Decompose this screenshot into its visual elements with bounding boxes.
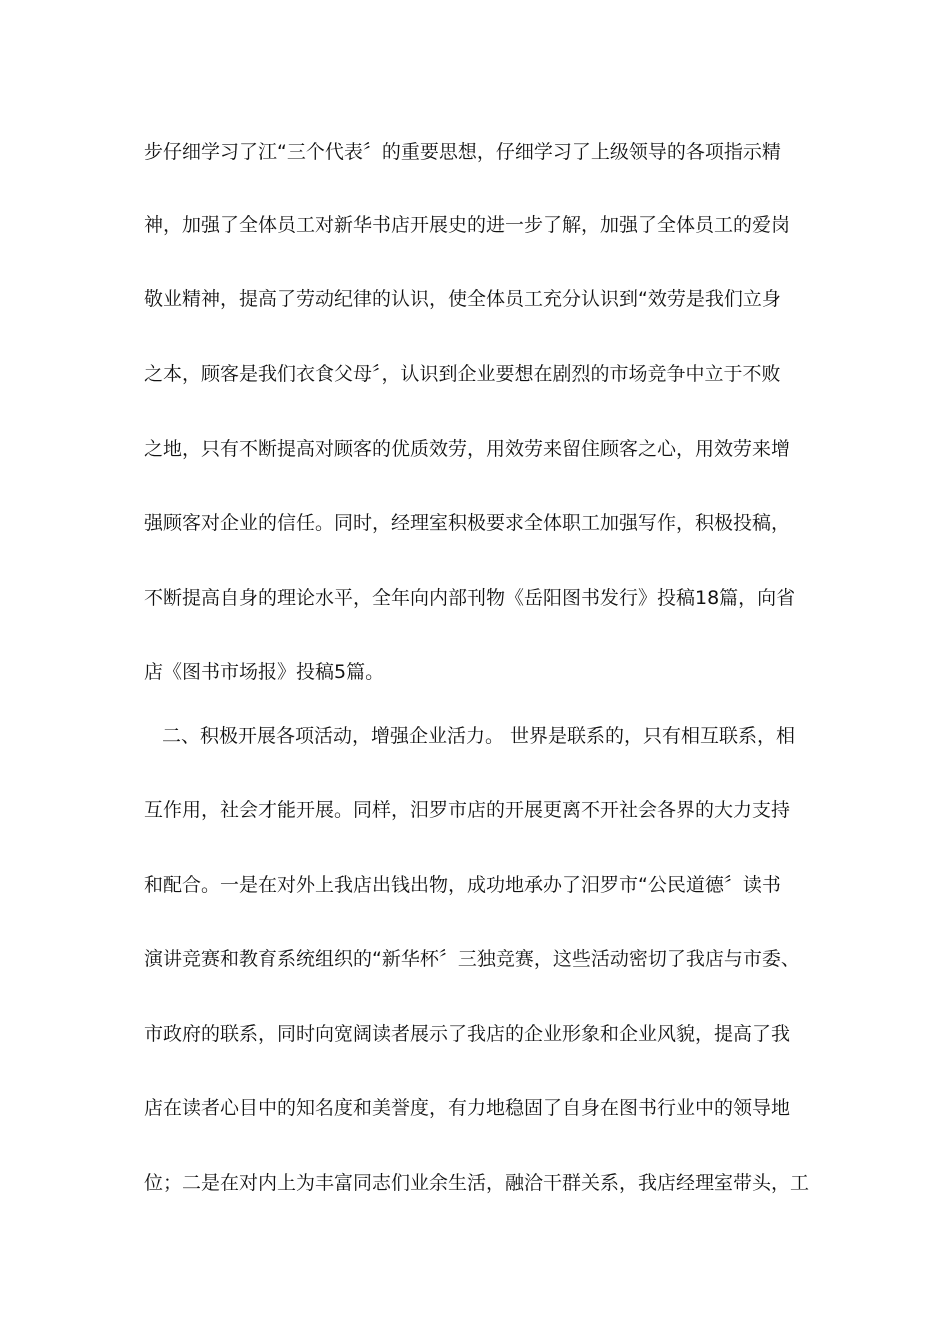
text-line-12: 演讲竞赛和教育系统组织的“新华杯〞三独竞赛，这些活动密切了我店与市委、 [144,948,800,970]
text-line-7: 不断提高自身的理论水平，全年向内部刊物《岳阳图书发行》投稿18篇，向省 [144,587,796,609]
text-line-8: 店《图书市场报》投稿5篇。 [144,661,385,683]
text-line-13: 市政府的联系，同时向宽阔读者展示了我店的企业形象和企业风貌，提高了我 [144,1023,791,1045]
text-line-5: 之地，只有不断提高对顾客的优质效劳，用效劳来留住顾客之心，用效劳来增 [144,438,791,460]
text-line-10: 互作用，社会才能开展。同样，汨罗市店的开展更离不开社会各界的大力支持 [144,799,791,821]
text-line-1: 步仔细学习了江“三个代表〞的重要思想，仔细学习了上级领导的各项指示精 [144,141,781,163]
text-line-11: 和配合。一是在对外上我店出钱出物，成功地承办了汨罗市“公民道德〞读书 [144,874,781,896]
text-line-15: 位；二是在对内上为丰富同志们业余生活，融洽干群关系，我店经理室带头，工 [144,1172,810,1194]
text-line-6: 强顾客对企业的信任。同时，经理室积极要求全体职工加强写作，积极投稿， [144,512,791,534]
text-line-4: 之本，顾客是我们衣食父母〞，认识到企业要想在剧烈的市场竞争中立于不败 [144,363,781,385]
text-line-2: 神，加强了全体员工对新华书店开展史的进一步了解，加强了全体员工的爱岗 [144,214,791,236]
text-line-3: 敬业精神，提高了劳动纪律的认识，使全体员工充分认识到“效劳是我们立身 [144,288,781,310]
text-line-9: 二、积极开展各项活动，增强企业活力。 世界是联系的，只有相互联系，相 [162,725,796,747]
text-line-14: 店在读者心目中的知名度和美誉度，有力地稳固了自身在图书行业中的领导地 [144,1097,791,1119]
